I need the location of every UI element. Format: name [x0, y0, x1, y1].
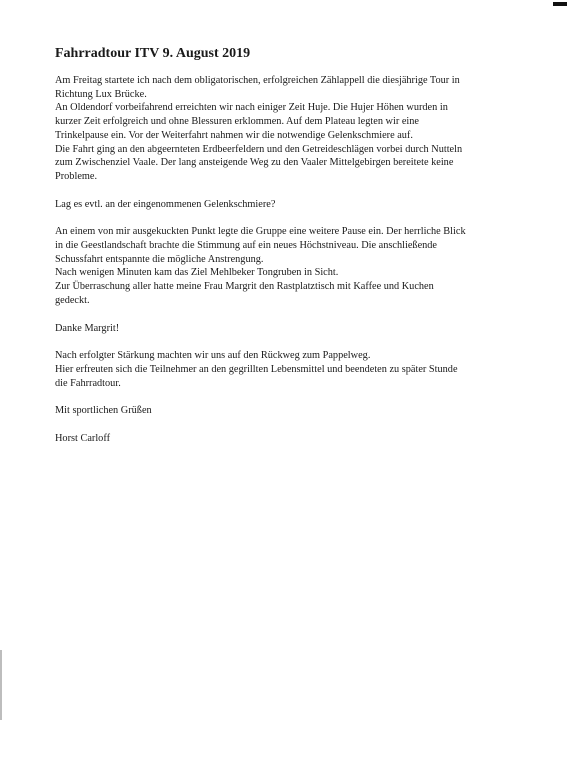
text-line: An Oldendorf vorbeifahrend erreichten wir nach einiger Zeit Huje. Die Hujer Höhen wurden in — [55, 102, 448, 114]
paragraph-pause — [55, 225, 515, 307]
text-line: kurzer Zeit erfolgreich und ohne Blessuren erklommen. Auf dem Plateau legten wir eine — [55, 116, 419, 128]
text-line: Hier erfreuten sich die Teilnehmer an den gegrillten Lebensmittel und beendeten zu später Stunde — [55, 363, 458, 375]
text-line: Horst Carloff — [55, 433, 111, 445]
text-line: Trinkelpause ein. Vor der Weiterfahrt nahmen wir die notwendige Gelenkschmiere auf. — [55, 129, 413, 141]
paragraph-signature — [55, 432, 515, 446]
document-title: Fahrradtour ITV 9. August 2019 — [55, 46, 251, 61]
paragraph-closing — [55, 404, 515, 418]
text-line: Richtung Lux Brücke. — [55, 88, 147, 100]
text-line: An einem von mir ausgekuckten Punkt legte die Gruppe eine weitere Pause ein. Der herrliche Blick — [55, 226, 466, 238]
paragraph-tour-start — [55, 74, 515, 184]
text-line: Danke Margrit! — [55, 322, 120, 334]
text-line: Schussfahrt entspannte die mögliche Anstrengung. — [55, 253, 264, 265]
scan-artifact-edge — [0, 650, 2, 720]
text-line: Zur Überraschung aller hatte meine Frau Margrit den Rastplatztisch mit Kaffee und Kuchen — [55, 281, 434, 293]
text-line: Mit sportlichen Grüßen — [55, 405, 152, 417]
text-line: Lag es evtl. an der eingenommenen Gelenkschmiere? — [55, 198, 276, 210]
paragraph-return — [55, 349, 515, 390]
text-line: Nach wenigen Minuten kam das Ziel Mehlbeker Tongruben in Sicht. — [55, 267, 339, 279]
text-line: zum Zwischenziel Vaale. Der lang ansteigende Weg zu den Vaaler Mittelgebirgen bereitete keine — [55, 157, 454, 169]
text-line: die Fahrradtour. — [55, 377, 121, 389]
document-body — [55, 74, 515, 446]
paragraph-thanks — [55, 322, 515, 336]
scan-artifact-mark — [553, 2, 567, 6]
paragraph-question — [55, 198, 515, 212]
text-line: Die Fahrt ging an den abgeernteten Erdbeerfeldern und den Getreideschlägen vorbei durch Nutteln — [55, 143, 463, 155]
text-line: Probleme. — [55, 170, 98, 182]
text-line: in die Geestlandschaft brachte die Stimmung auf ein neues Höchstniveau. Die anschließende — [55, 240, 438, 252]
text-line: Am Freitag startete ich nach dem obligatorischen, erfolgreichen Zählappell die diesjährige Tour in — [55, 75, 460, 86]
text-line: Nach erfolgter Stärkung machten wir uns auf den Rückweg zum Pappelweg. — [55, 350, 371, 362]
text-line: gedeckt. — [55, 294, 90, 306]
letter-document — [55, 46, 515, 460]
